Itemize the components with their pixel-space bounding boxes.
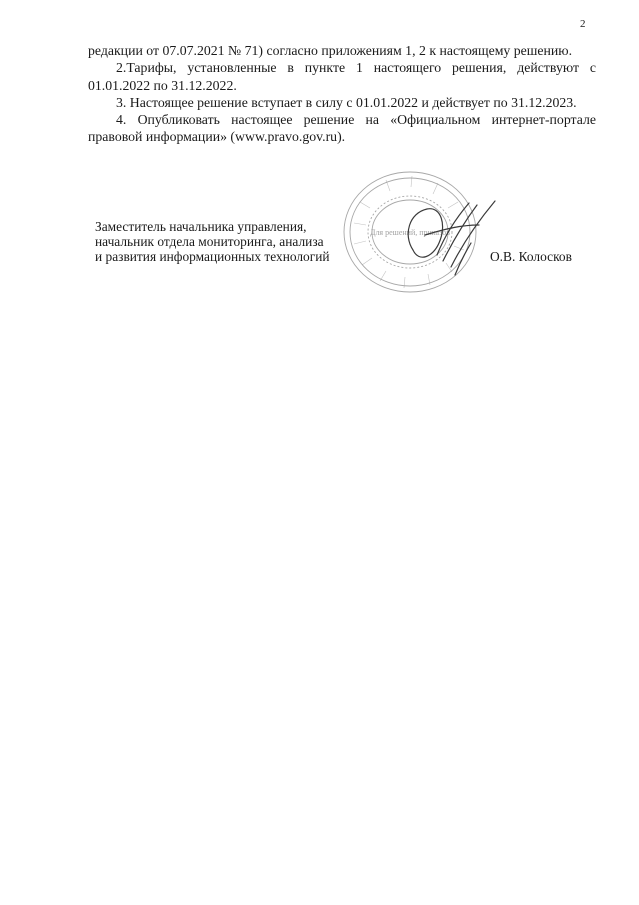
paragraph-item-4: 4. Опубликовать настоящее решение на «Официальном интернет-портале правовой информации» (www.pravo.gov.ru). xyxy=(88,112,596,145)
document-body xyxy=(88,42,596,146)
paragraph-item-3: 3. Настоящее решение вступает в силу с 01.01.2022 и действует по 31.12.2023. xyxy=(116,94,577,110)
signer-name: О.В. Колосков xyxy=(490,249,572,264)
signer-position-line-3: и развития информационных технологий xyxy=(95,249,330,265)
stamp-text: Для решений, приказов xyxy=(369,228,451,237)
signer-position-line-1: Заместитель начальника управления, xyxy=(95,219,307,234)
handwritten-signature xyxy=(395,195,505,280)
page-number: 2 xyxy=(580,18,586,30)
signer-position xyxy=(95,219,330,265)
paragraph-continuation: редакции от 07.07.2021 № 71) согласно приложениям 1, 2 к настоящему решению. xyxy=(88,43,573,58)
signer-position-line-2: начальник отдела мониторинга, анализа xyxy=(95,234,324,250)
paragraph-item-2: 2.Тарифы, установленные в пункте 1 настоящего решения, действуют с 01.01.2022 по 31.12.2022. xyxy=(88,60,596,93)
